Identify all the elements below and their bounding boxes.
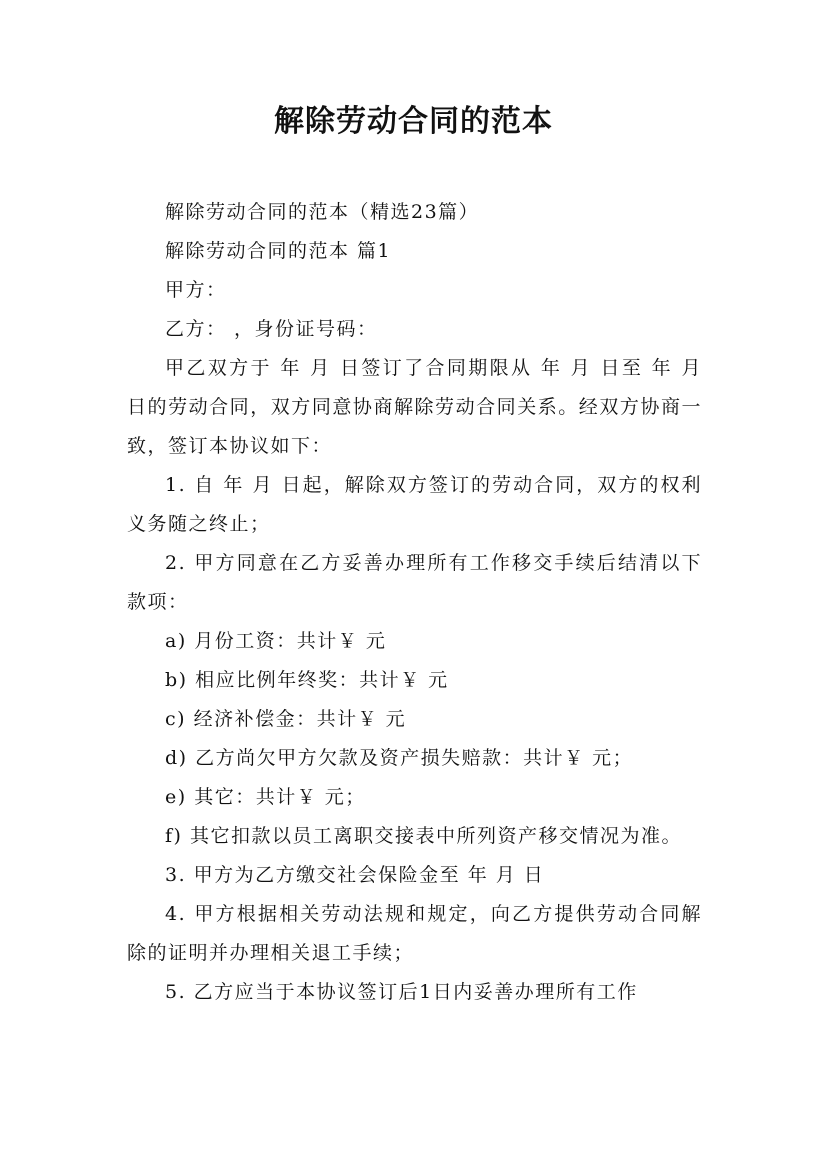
paragraph-intro: 甲乙双方于 年 月 日签订了合同期限从 年 月 日至 年 月 日的劳动合同，双方同意协商解除劳动合同关系。经双方协商一致，签订本协议如下： xyxy=(127,357,702,457)
paragraph-section-heading: 解除劳动合同的范本 篇1 xyxy=(165,240,392,262)
paragraph-clause-5: 5. 乙方应当于本协议签订后1日内妥善办理所有工作 xyxy=(165,981,638,1003)
paragraph-clause-4: 4. 甲方根据相关劳动法规和规定，向乙方提供劳动合同解除的证明并办理相关退工手续； xyxy=(127,903,702,964)
document-body xyxy=(127,193,702,1012)
document-title: 解除劳动合同的范本 xyxy=(274,104,553,139)
paragraph-clause-2: 2. 甲方同意在乙方妥善办理所有工作移交手续后结清以下款项： xyxy=(127,552,702,613)
paragraph-subtitle: 解除劳动合同的范本（精选23篇） xyxy=(165,201,480,223)
paragraph-item-a: a) 月份工资：共计￥ 元 xyxy=(165,630,387,652)
paragraph-party-b: 乙方： ，身份证号码： xyxy=(165,318,378,340)
paragraph-party-a: 甲方： xyxy=(165,279,227,301)
paragraph-item-d: d) 乙方尚欠甲方欠款及资产损失赔款：共计￥ 元； xyxy=(165,747,634,769)
paragraph-item-e: e) 其它：共计￥ 元； xyxy=(165,786,366,808)
paragraph-item-f: f) 其它扣款以员工离职交接表中所列资产移交情况为准。 xyxy=(165,825,682,847)
paragraph-clause-1: 1. 自 年 月 日起，解除双方签订的劳动合同，双方的权利义务随之终止； xyxy=(127,474,702,535)
paragraph-item-b: b) 相应比例年终奖：共计￥ 元 xyxy=(165,669,449,691)
paragraph-clause-3: 3. 甲方为乙方缴交社会保险金至 年 月 日 xyxy=(165,864,545,886)
paragraph-item-c: c) 经济补偿金：共计￥ 元 xyxy=(165,708,407,730)
